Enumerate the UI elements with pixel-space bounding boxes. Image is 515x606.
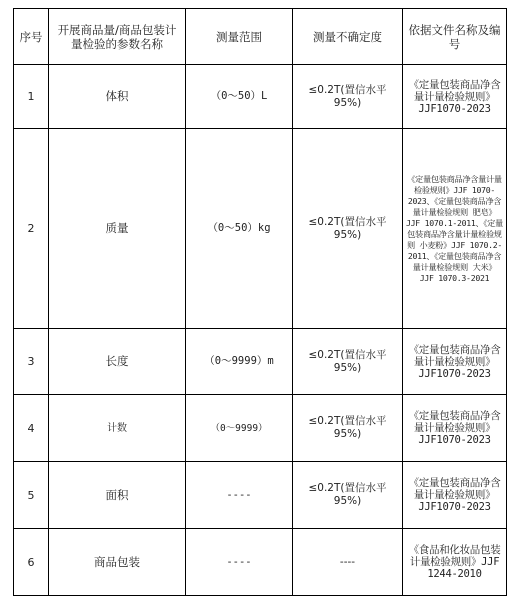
scope-table <box>13 8 507 596</box>
measurement-range: （0～50）L <box>186 65 293 129</box>
uncertainty: ≤0.2T(置信水平95%) <box>293 329 403 395</box>
table-row <box>14 462 507 529</box>
uncertainty: ≤0.2T(置信水平95%) <box>293 462 403 529</box>
uncertainty: ≤0.2T(置信水平95%) <box>293 395 403 462</box>
header-document: 依据文件名称及编号 <box>403 9 507 65</box>
header-uncertainty: 测量不确定度 <box>293 9 403 65</box>
measurement-range: （0～50）kg <box>186 129 293 329</box>
table-row <box>14 395 507 462</box>
reference-document: 《定量包装商品净含量计量检验规则》JJF1070-2023 <box>403 462 507 529</box>
row-number: 5 <box>14 462 49 529</box>
table-row <box>14 529 507 596</box>
table-row <box>14 129 507 329</box>
reference-document: 《定量包装商品净含量计量检验规则》JJF 1070-2023、《定量包装商品净含量计量检验规则 肥皂》JJF 1070.1-2011、《定量包装商品净含量计量检验规则 小麦粉》JJF 1070.2-2011、《定量包装商品净含量计量检验规则 大米》JJF 1070.3-2021 <box>403 129 507 329</box>
reference-document: 《定量包装商品净含量计量检验规则》JJF1070-2023 <box>403 65 507 129</box>
uncertainty: ≤0.2T(置信水平95%) <box>293 65 403 129</box>
row-number: 1 <box>14 65 49 129</box>
parameter-name: 面积 <box>49 462 186 529</box>
parameter-name: 质量 <box>49 129 186 329</box>
measurement-range: ---- <box>186 529 293 596</box>
row-number: 2 <box>14 129 49 329</box>
header-row <box>14 9 507 65</box>
measurement-range: ---- <box>186 462 293 529</box>
reference-document: 《定量包装商品净含量计量检验规则》JJF1070-2023 <box>403 395 507 462</box>
reference-document: 《定量包装商品净含量计量检验规则》JJF1070-2023 <box>403 329 507 395</box>
scope-table-sheet <box>13 8 506 599</box>
measurement-range: （0～9999）m <box>186 329 293 395</box>
measurement-range: （0～9999） <box>186 395 293 462</box>
reference-document: 《食品和化妆品包装计量检验规则》JJF 1244-2010 <box>403 529 507 596</box>
parameter-name: 商品包装 <box>49 529 186 596</box>
row-number: 6 <box>14 529 49 596</box>
table-row <box>14 65 507 129</box>
header-parameter: 开展商品量/商品包装计量检验的参数名称 <box>49 9 186 65</box>
parameter-name: 长度 <box>49 329 186 395</box>
row-number: 3 <box>14 329 49 395</box>
parameter-name: 计数 <box>49 395 186 462</box>
uncertainty: ---- <box>293 529 403 596</box>
uncertainty: ≤0.2T(置信水平95%) <box>293 129 403 329</box>
row-number: 4 <box>14 395 49 462</box>
table-row <box>14 329 507 395</box>
header-range: 测量范围 <box>186 9 293 65</box>
header-no: 序号 <box>14 9 49 65</box>
parameter-name: 体积 <box>49 65 186 129</box>
